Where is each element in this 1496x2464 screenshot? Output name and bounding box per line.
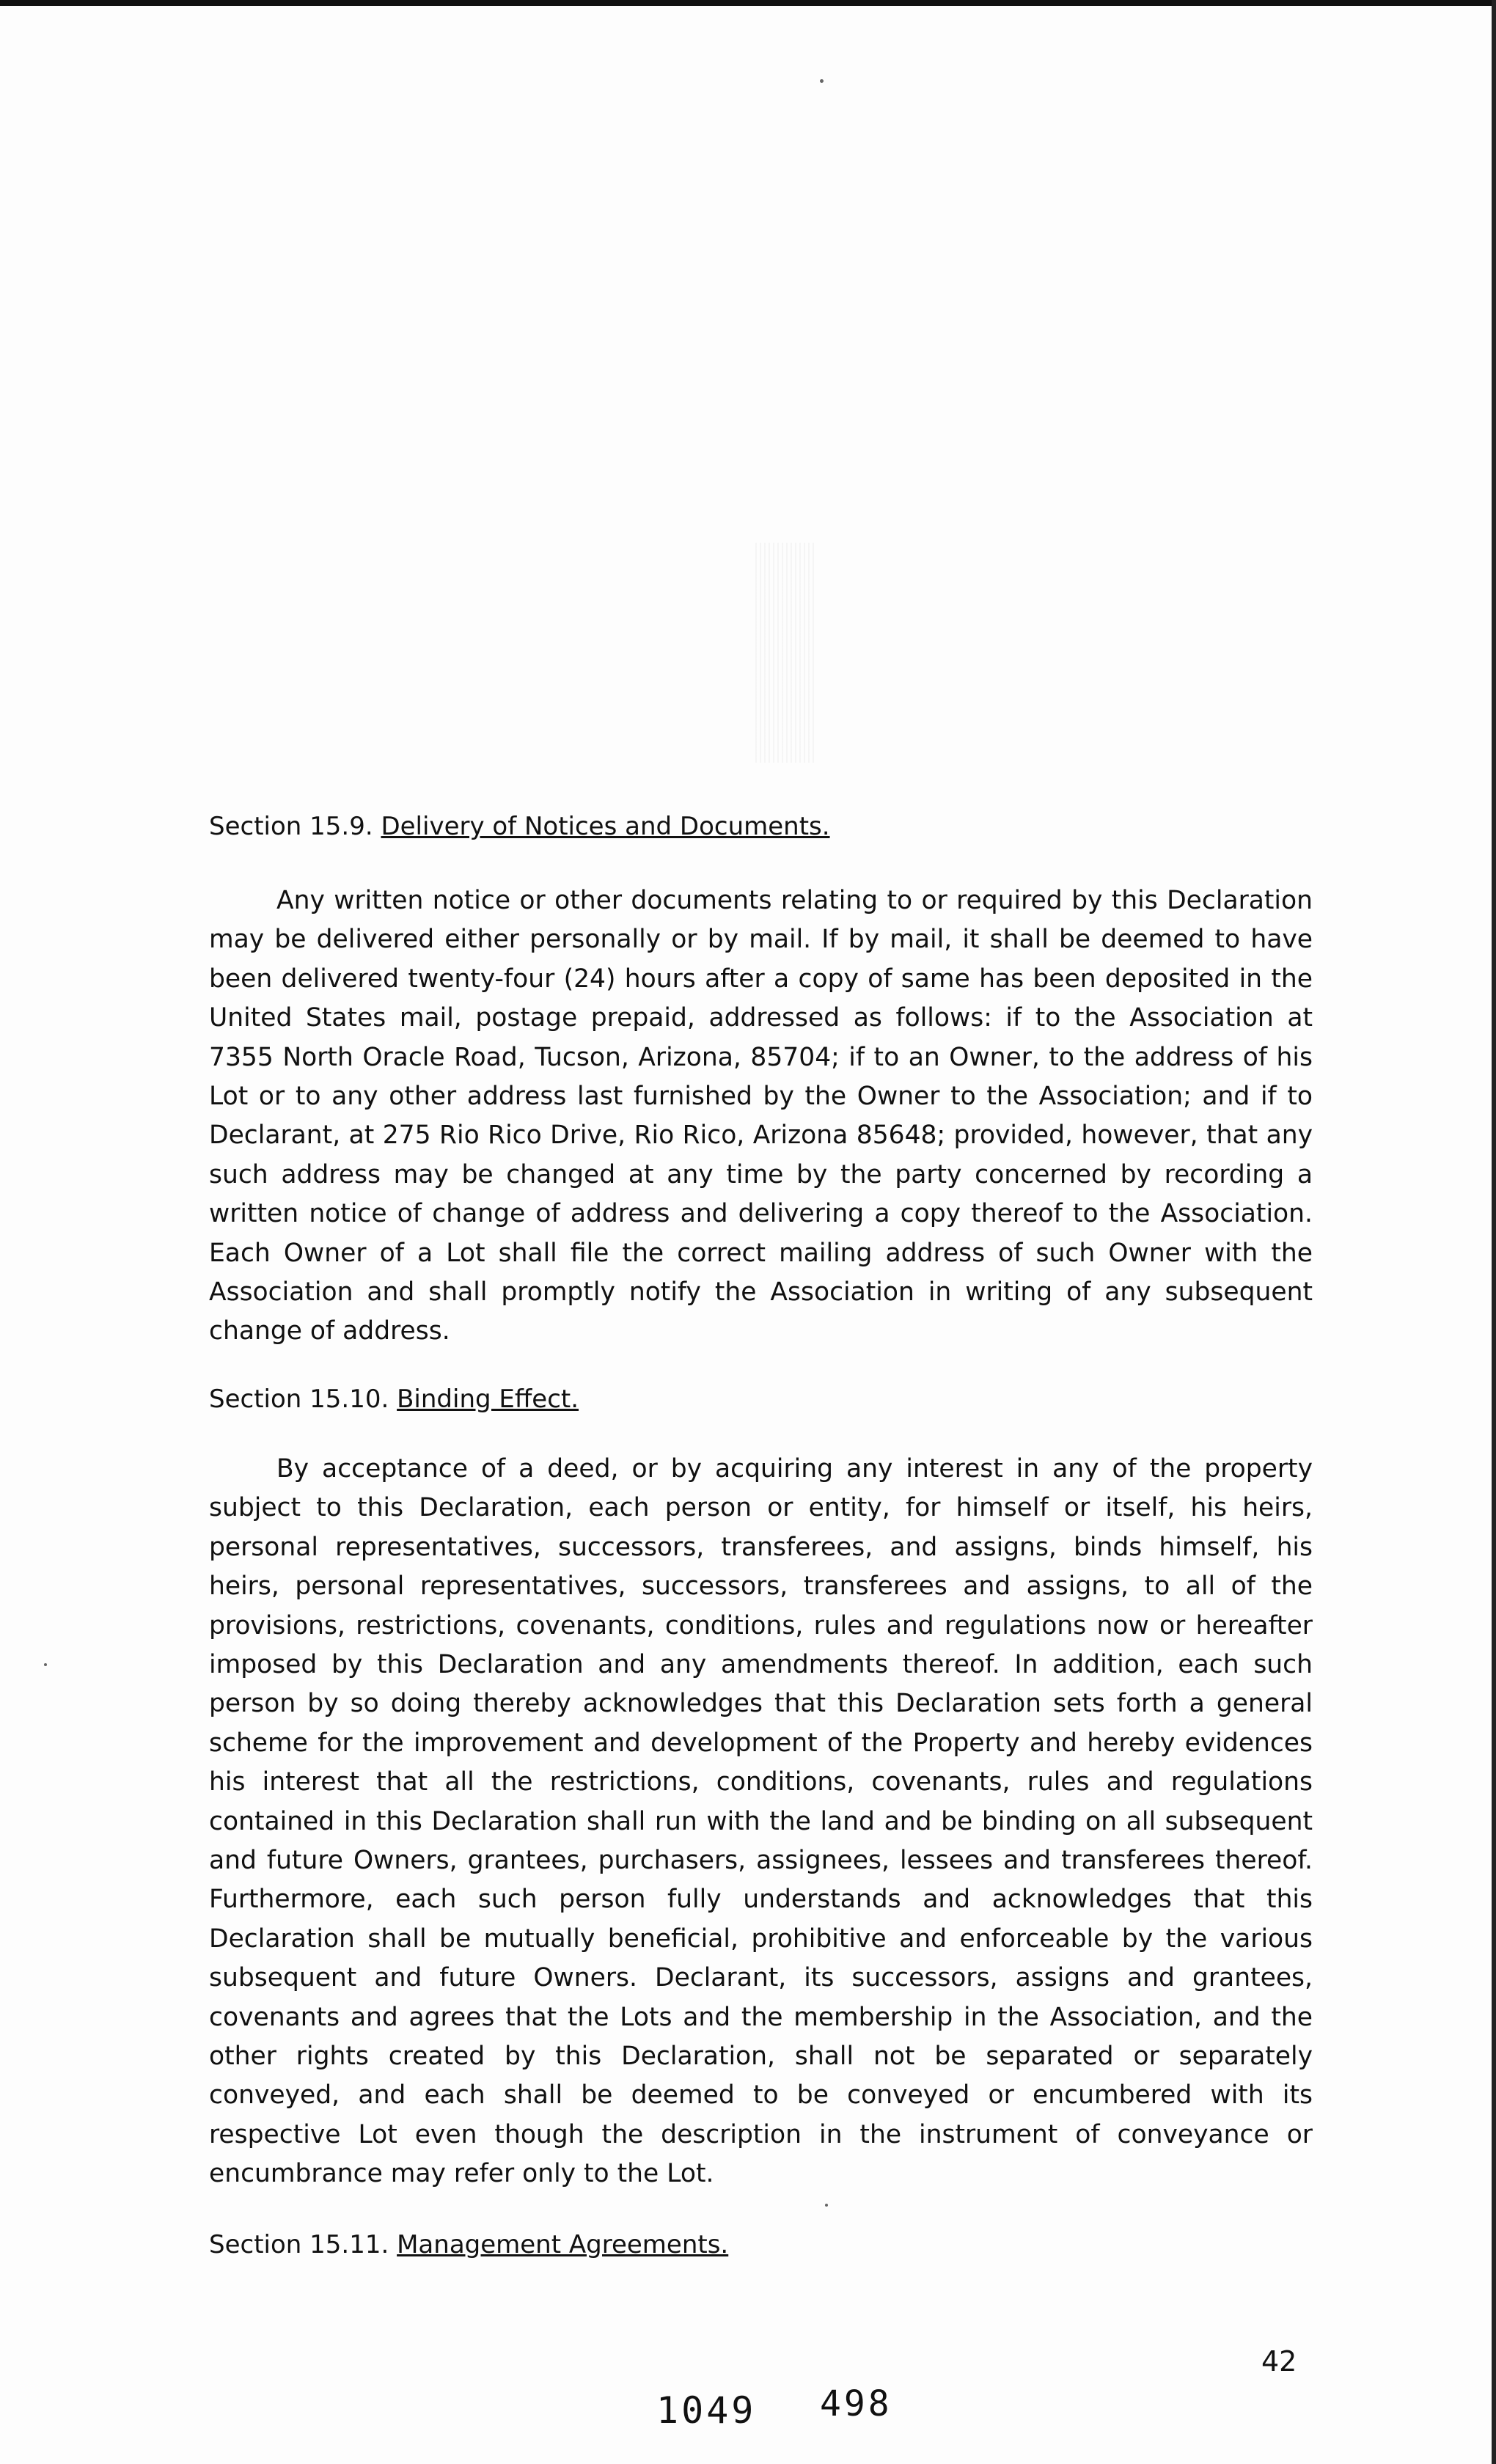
section-label: Section 15.10. [209,1384,389,1414]
section-15-10-heading [209,1379,1313,1419]
recording-book-number: 1049 [656,2389,757,2432]
recording-page-number: 498 [820,2383,892,2424]
section-label: Section 15.11. [209,2229,389,2259]
section-15-11-heading [209,2225,1313,2265]
section-15-10-paragraph: By acceptance of a deed, or by acquiring any interest in any of the property subject to this Declaration, each person or entity, for himself or itself, his heirs, personal representatives, successors, transferees, and assigns, binds himself, his heirs, personal representatives, successors, transferees and assigns, to all of the provisions, restrictions, covenants, conditions, rules and regulations now or hereafter imposed by this Declaration and any amendments thereof. In addition, each such person by so doing thereby acknowledges that this Declaration sets forth a general scheme for the improvement and development of the Property and hereby evidences his interest that all the restrictions, conditions, covenants, rules and regulations contained in this Declaration shall run with the land and be binding on all subsequent and future Owners, grantees, purchasers, assignees, lessees and transferees thereof. Furthermore, each such person fully understands and acknowledges that this Declaration shall be mutually beneficial, prohibitive and enforceable by the various subsequent and future Owners. Declarant, its successors, assigns and grantees, covenants and agrees that the Lots and the membership in the Association, and the other rights created by this Declaration, shall not be separated or separately conveyed, and each shall be deemed to be conveyed or encumbered with its respective Lot even though the description in the instrument of conveyance or encumbrance may refer only to the Lot. [209,1453,1313,2189]
section-15-9-paragraph: Any written notice or other documents relating to or required by this Declaration may be delivered either personally or by mail. If by mail, it shall be deemed to have been delivered twenty-four (24) hours after a copy of same has been deposited in the United States mail, postage prepaid, addressed as follows: if to the Association at 7355 North Oracle Road, Tucson, Arizona, 85704; if to an Owner, to the address of his Lot or to any other address last furnished by the Owner to the Association; and if to Declarant, at 275 Rio Rico Drive, Rio Rico, Arizona 85648; provided, however, that any such address may be changed at any time by the party concerned by recording a written notice of change of address and delivering a copy thereof to the Association. Each Owner of a Lot shall file the correct mailing address of such Owner with the Association and shall promptly notify the Association in writing of any subsequent change of address. [209,886,1313,1346]
scan-speck [820,79,824,83]
section-title: Binding Effect. [397,1384,579,1414]
scan-speck [44,1663,47,1666]
section-title: Delivery of Notices and Documents. [381,812,830,841]
scan-noise [755,543,814,763]
scan-top-border [0,0,1496,6]
page-number: 42 [1261,2345,1297,2377]
section-title: Management Agreements. [397,2229,729,2259]
section-15-9-heading [209,807,1313,846]
document-body [209,807,1313,2265]
section-label: Section 15.9. [209,812,373,841]
scan-right-border [1492,0,1496,2464]
